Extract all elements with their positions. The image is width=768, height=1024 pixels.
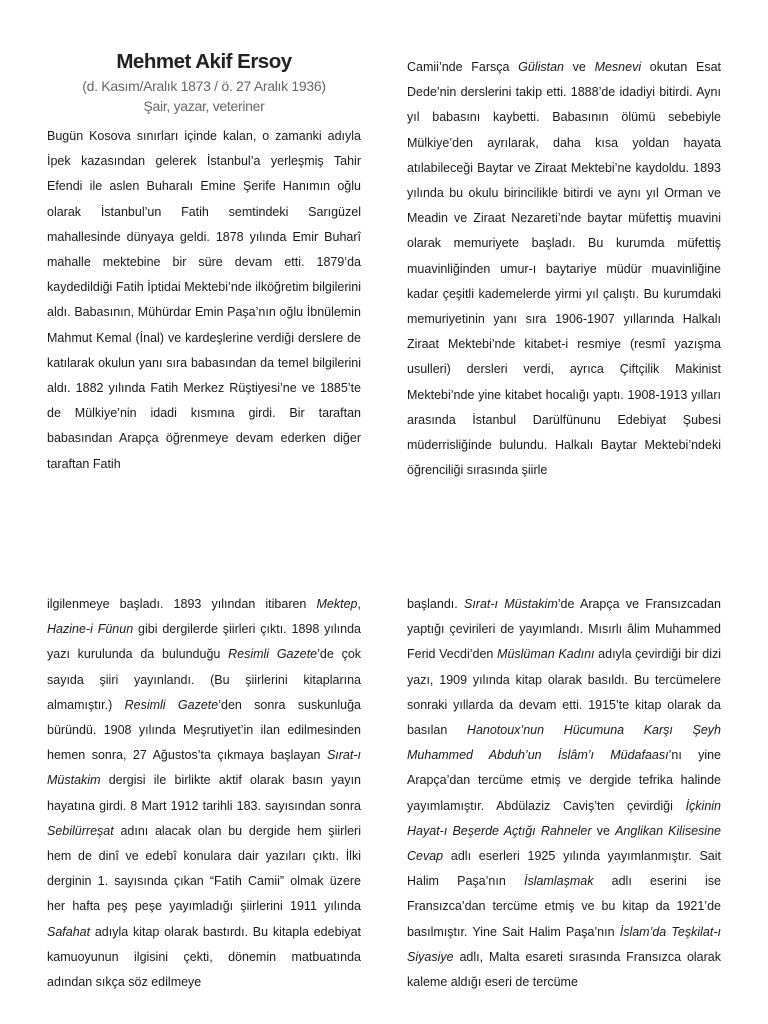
work-title: İçkinin Hayat-ı Beşerde Açtığı Rahneler [407,798,721,838]
biography-text: Camii’nde Farsça Gülistan ve Mesnevi okutan Esat Dede’nin derslerini takip etti. 1888’de idadiyi bitirdi. Aynı yıl babasını kaybetti. Babasının ölümü sebebiyle Mülkiye’den ayrılarak, daha kısa yoldan hayata atılabileceği Baytar ve Ziraat Mektebi’ne kaydoldu. 1893 yılında bu okulu birincilikle bitirdi ve aynı yıl Orman ve Meadin ve Ziraat Nezareti’nde baytar müfettiş muavini olarak memuriyete başladı. Bu kurumda müfettiş muavinliğinden umur-ı baytariye müdür muavinliğine kadar çeşitli kademelerde yirmi yıl çalıştı. Bu kurumdaki memuriyetinin yanı sıra 1906-1907 yıllarında Halkalı Ziraat Mektebi’nde kitabet-i resmiye (resmî yazışma usulleri) dersleri verdi, ayrıca Çiftçilik Makinist Mektebi’nde yine kitabet hocalığı yaptı. 1908-1913 yılları arasında İstanbul Darülfünunu Edebiyat Şubesi müderrisliğinde bulundu. Halkalı Baytar Mektebi’ndeki öğrenciliği sırasında şiirle [407,60,721,478]
publication-title: Sırat-ı Müstakim [463,597,558,611]
work-title: Müslüman Kadını [497,647,595,662]
work-title: İslam’da Teşkilat-ı Siyasiye [407,924,721,964]
publication-title: Mektep [316,597,358,611]
work-title: Safahat [47,924,91,939]
publication-title: Hazine-i Fünun [47,622,134,637]
page1-right-column [407,55,721,483]
work-title: Mesnevi [594,60,642,74]
page2-right-column [407,592,721,995]
work-title: Gülistan [518,60,564,74]
page2-left-column [47,592,361,995]
work-title: Anglikan Kilisesine Cevap [407,823,721,864]
publication-title: Sırat-ı Müstakim [47,748,361,788]
life-dates: (d. Kasım/Aralık 1873 / ö. 27 Aralık 1936) [82,78,326,94]
publication-title: Resimli Gazete [124,697,219,712]
biography-text: Bugün Kosova sınırları içinde kalan, o zamanki adıyla İpek kazasından gelerek İstanbul’a yerleşmiş Tahir Efendi ile aslen Buharalı Emine Şerife Hanımın oğlu olarak İstanbul’un Fatih semtindeki Sarıgüzel mahallesinde dünyaya geldi. 1878 yılında Emir Buharî mahalle mektebine bir süre devam etti. 1879’da kaydedildiği Fatih İptidai Mektebi’nde ilköğretim bilgilerini aldı. Babasının, Mühürdar Emin Paşa’nın oğlu İbnülemin Mahmut Kemal (İnal) ve kardeşlerine verdiği derslere de katılarak okulun yanı sıra babasından da temel bilgilerini aldı. 1882 yılında Fatih Merkez Rüştiyesi’ne ve 1885’te de Mülkiye’nin idadi kısmına girdi. Bir taraftan babasından Arapça öğrenmeye devam ederken diğer taraftan Fatih [47,129,361,471]
work-title: İslamlaşmak [523,874,594,889]
biography-text: ilgilenmeye başladı. 1893 yılından itibaren Mektep, Hazine-i Fünun gibi dergilerde şiirleri çıktı. 1898 yılında yazı kurulunda da bulunduğu Resimli Gazete’de çok sayıda şiiri yayınlandı. (Bu şiirlerini kitaplarına almamıştır.) Resimli Gazete’den sonra suskunluğa büründü. 1908 yılında Meşrutiyet’in ilan edilmesinden hemen sonra, 27 Ağustos’ta çıkmaya başlayan Sırat-ı Müstakim dergisi ile birlikte aktif olarak basın yayın hayatına girdi. 8 Mart 1912 tarihli 183. sayısından sonra Sebilürreşat adını alacak olan bu dergide hem şiirleri hem de dinî ve edebî konulara dair yazıları çıktı. İlki derginin 1. sayısında çıkan “Fatih Camii” olmak üzere her hafta peş peşe yayımladığı şiirlerini 1911 yılında Safahat adıyla kitap olarak bastırdı. Bu kitapla edebiyat kamuoyunun ilgisini çekti, dönemin matbuatında adından sıkça söz edilmeye [47,597,362,990]
page-title: Mehmet Akif Ersoy [116,50,292,73]
article-header [47,48,361,116]
page1-left-column [47,124,361,477]
publication-title: Sebilürreşat [47,823,114,838]
work-title: Hanotoux’nun Hücumuna Karşı Şeyh Muhammed Abduh’un İslâm’ı Müdafaası [407,723,721,763]
publication-title: Resimli Gazete [228,647,318,662]
occupation: Şair, yazar, veteriner [143,98,265,114]
biography-text: başlandı. Sırat-ı Müstakim’de Arapça ve Fransızcadan yaptığı çevirileri de yayımlandı. Mısırlı âlim Muhammed Ferid Vecdi’den Müslüman Kadını adıyla çevirdiği bir dizi yazı, 1909 yılında kitap olarak basıldı. Bu tercümelere sonraki yıllarda da devam etti. 1915’te kitap olarak da basılan Hanotoux’nun Hücumuna Karşı Şeyh Muhammed Abduh’un İslâm’ı Müdafaası’nı yine Arapça’dan tercüme etmiş ve dergide tefrika halinde yayımlamıştır. Abdülaziz Caviş’ten çevirdiği İçkinin Hayat-ı Beşerde Açtığı Rahneler ve Anglikan Kilisesine Cevap adlı eserleri 1925 yılında yayımlanmıştır. Sait Halim Paşa’nın İslamlaşmak adlı eserini ise Fransızca’dan tercüme etmiş ve bu kitap da 1921’de basılmıştır. Yine Sait Halim Paşa’nın İslam’da Teşkilat-ı Siyasiye adlı, Malta esareti sırasında Fransızca olarak kaleme aldığı eseri de tercüme [407,597,722,990]
